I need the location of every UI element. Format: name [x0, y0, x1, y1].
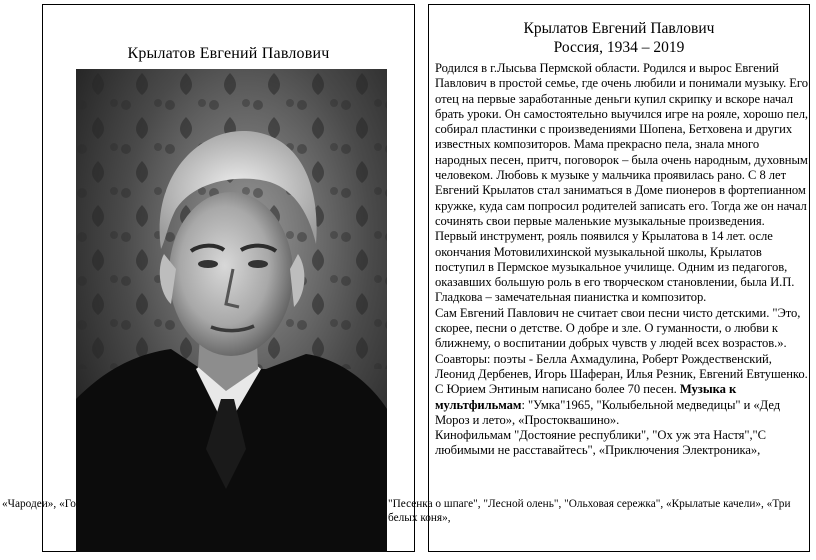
bio-paragraph-films: Кинофильмам "Достояние республики", "Ох уж эта Настя","С любимыми не расставайтесь", «Приключения Электроника»,: [435, 428, 767, 458]
heading-name: Крылатов Евгений Павлович: [523, 20, 715, 37]
cartoons-list: : "Умка"1965, "Колыбельной медведицы" и «Дед Мороз и лето», «Простоквашино».: [435, 397, 781, 427]
composer-portrait: [76, 69, 387, 552]
overflow-right-text: "Песенка о шпаге", "Лесной олень", "Ольховая сережка", «Крылатые качели», «Три белых коня»,: [388, 498, 791, 524]
left-slide-panel: [42, 4, 415, 552]
bio-paragraph-early-life: Родился в г.Лысьва Пермской области. Родился и вырос Евгений Павлович в простой семье, где очень любили и понимали музыку. Его отец на первые заработанные деньги купил скрипку и вскоре начал брать уроки. Он самостоятельно выучился игре на рояле, хорошо пел, собирал пластинки с произведениями Шопена, Бетховена и других известных композиторов. Мама прекрасно пела, знала много народных песен, притч, поговорок – была очень народным, духовным человеком. Любовь к музыке у мальчика проявилась рано. С 8 лет Евгений Крылатов стал заниматься в Доме пионеров в фортепианном кружке, куда сам попросил родителей записать его. Тогда же он начал сочинять свои первые маленькие музыкальные произведения. Первый инструмент, рояль появился у Крылатова в 14 лет. осле окончания Мотовилихинской музыкальной школы, Крылатов поступил в Пермское музыкальное училище. Одним из педагогов, оказавших большую роль в его творческом становлении, была И.П. Гладкова – замечательная пианистка и композитор.: [435, 61, 809, 305]
biography-heading: [429, 19, 809, 57]
bio-songs-text: Сам Евгений Павлович не считает свои песни чисто детскими. "Это, скорее, песни о детстве. О добре и зле. О гуманности, о любви к ближнему, о воспитании добрых чувств у людей всех возрастов.». Соавторы: поэты - Белла Ахмадулина, Роберт Рождественский, Леонид Дербенев, Игорь Шаферан, Илья Резник, Евгений Евтушенко. С Юрием Энтиным написано более 70 песен.: [435, 305, 808, 397]
overflow-left-text: «Чародеи», «Го: [2, 498, 76, 510]
composer-name-caption: Крылатов Евгений Павлович: [127, 45, 330, 62]
heading-dates: Россия, 1934 – 2019: [553, 39, 685, 56]
biography-text: [435, 61, 809, 459]
cartoons-label: Музыка к мультфильмам: [435, 382, 737, 412]
right-slide-panel: [428, 4, 810, 552]
bio-paragraph-songs: [435, 306, 809, 428]
portrait-photo: [76, 69, 387, 552]
overflow-text-line: [2, 497, 814, 524]
